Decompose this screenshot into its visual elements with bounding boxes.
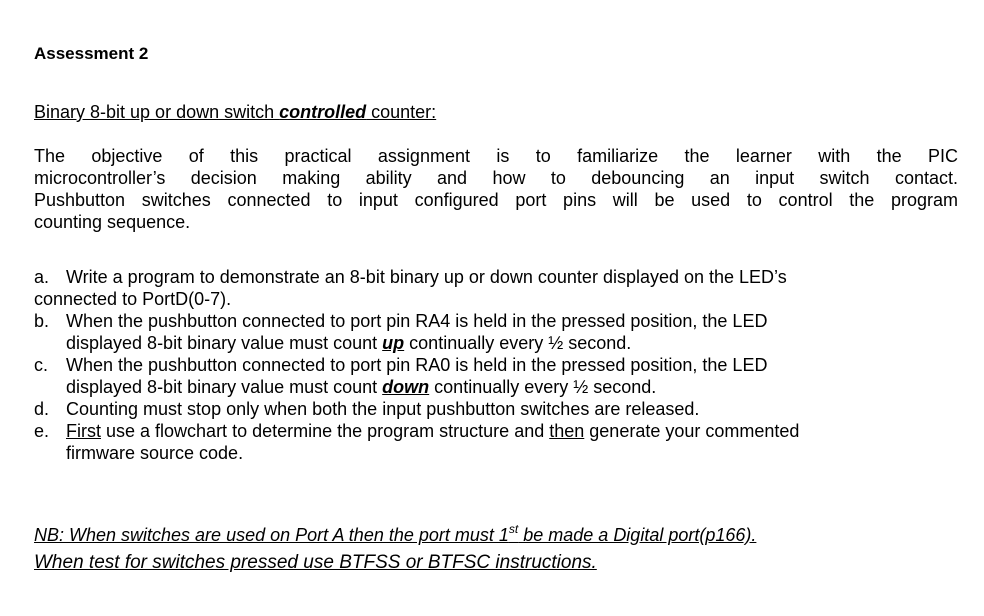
item-text-continued: [34, 376, 964, 398]
nb-text-after: be made a Digital port(p166).: [518, 525, 757, 545]
list-item-a: [34, 266, 964, 310]
item-text: Counting must stop only when both the input pushbutton switches are released.: [66, 399, 700, 419]
subtitle-text-after: counter:: [366, 102, 437, 122]
item-text-continued: [34, 332, 964, 354]
item-text-before: displayed 8-bit binary value must count: [66, 333, 383, 353]
list-item-d: [34, 398, 964, 420]
subtitle-text-before: Binary 8-bit up or down switch: [34, 102, 280, 122]
intro-paragraph: [34, 145, 958, 233]
intro-line: microcontroller’s decision making ability and how to debouncing an input switch contact.: [34, 168, 958, 188]
item-text: When the pushbutton connected to port pin RA0 is held in the pressed position, the LED: [66, 355, 768, 375]
item-label: e.: [34, 421, 50, 441]
item-label: b.: [34, 311, 50, 331]
item-text: When the pushbutton connected to port pin RA4 is held in the pressed position, the LED: [66, 311, 768, 331]
requirements-list: [34, 266, 964, 464]
item-text: Write a program to demonstrate an 8-bit binary up or down counter displayed on the LED’s: [66, 267, 787, 287]
item-text-before: displayed 8-bit binary value must count: [66, 377, 383, 397]
nb-note: [34, 522, 757, 546]
list-item-c: [34, 354, 964, 398]
item-label: a.: [34, 267, 50, 287]
item-label: c.: [34, 355, 49, 375]
intro-line: The objective of this practical assignment is to familiarize the learner with the PIC: [34, 146, 958, 166]
nb-instruction-note: When test for switches pressed use BTFSS or BTFSC instructions.: [34, 552, 597, 573]
nb-superscript: st: [508, 522, 519, 536]
intro-line: Pushbutton switches connected to input configured port pins will be used to control the program: [34, 190, 958, 210]
list-item-b: [34, 310, 964, 354]
item-text-after: continually every ½ second.: [429, 377, 657, 397]
item-emphasis-down: down: [382, 377, 430, 397]
item-text-continued: connected to PortD(0-7).: [34, 289, 232, 309]
item-text: use a flowchart to determine the program structure and: [101, 421, 550, 441]
list-item-e: [34, 420, 964, 464]
item-emphasis-then: then: [549, 421, 585, 441]
item-emphasis-first: First: [66, 421, 101, 441]
item-label: d.: [34, 399, 50, 419]
subtitle-emphasis: controlled: [279, 102, 367, 122]
item-text-after: continually every ½ second.: [404, 333, 632, 353]
nb-text-before: NB: When switches are used on Port A then the port must 1: [34, 525, 509, 545]
assessment-heading: Assessment 2: [34, 44, 149, 63]
item-text: generate your commented: [584, 421, 800, 441]
item-emphasis-up: up: [382, 333, 405, 353]
intro-line: counting sequence.: [34, 212, 191, 232]
assignment-subtitle: [34, 102, 436, 123]
item-text-continued: firmware source code.: [66, 443, 244, 463]
